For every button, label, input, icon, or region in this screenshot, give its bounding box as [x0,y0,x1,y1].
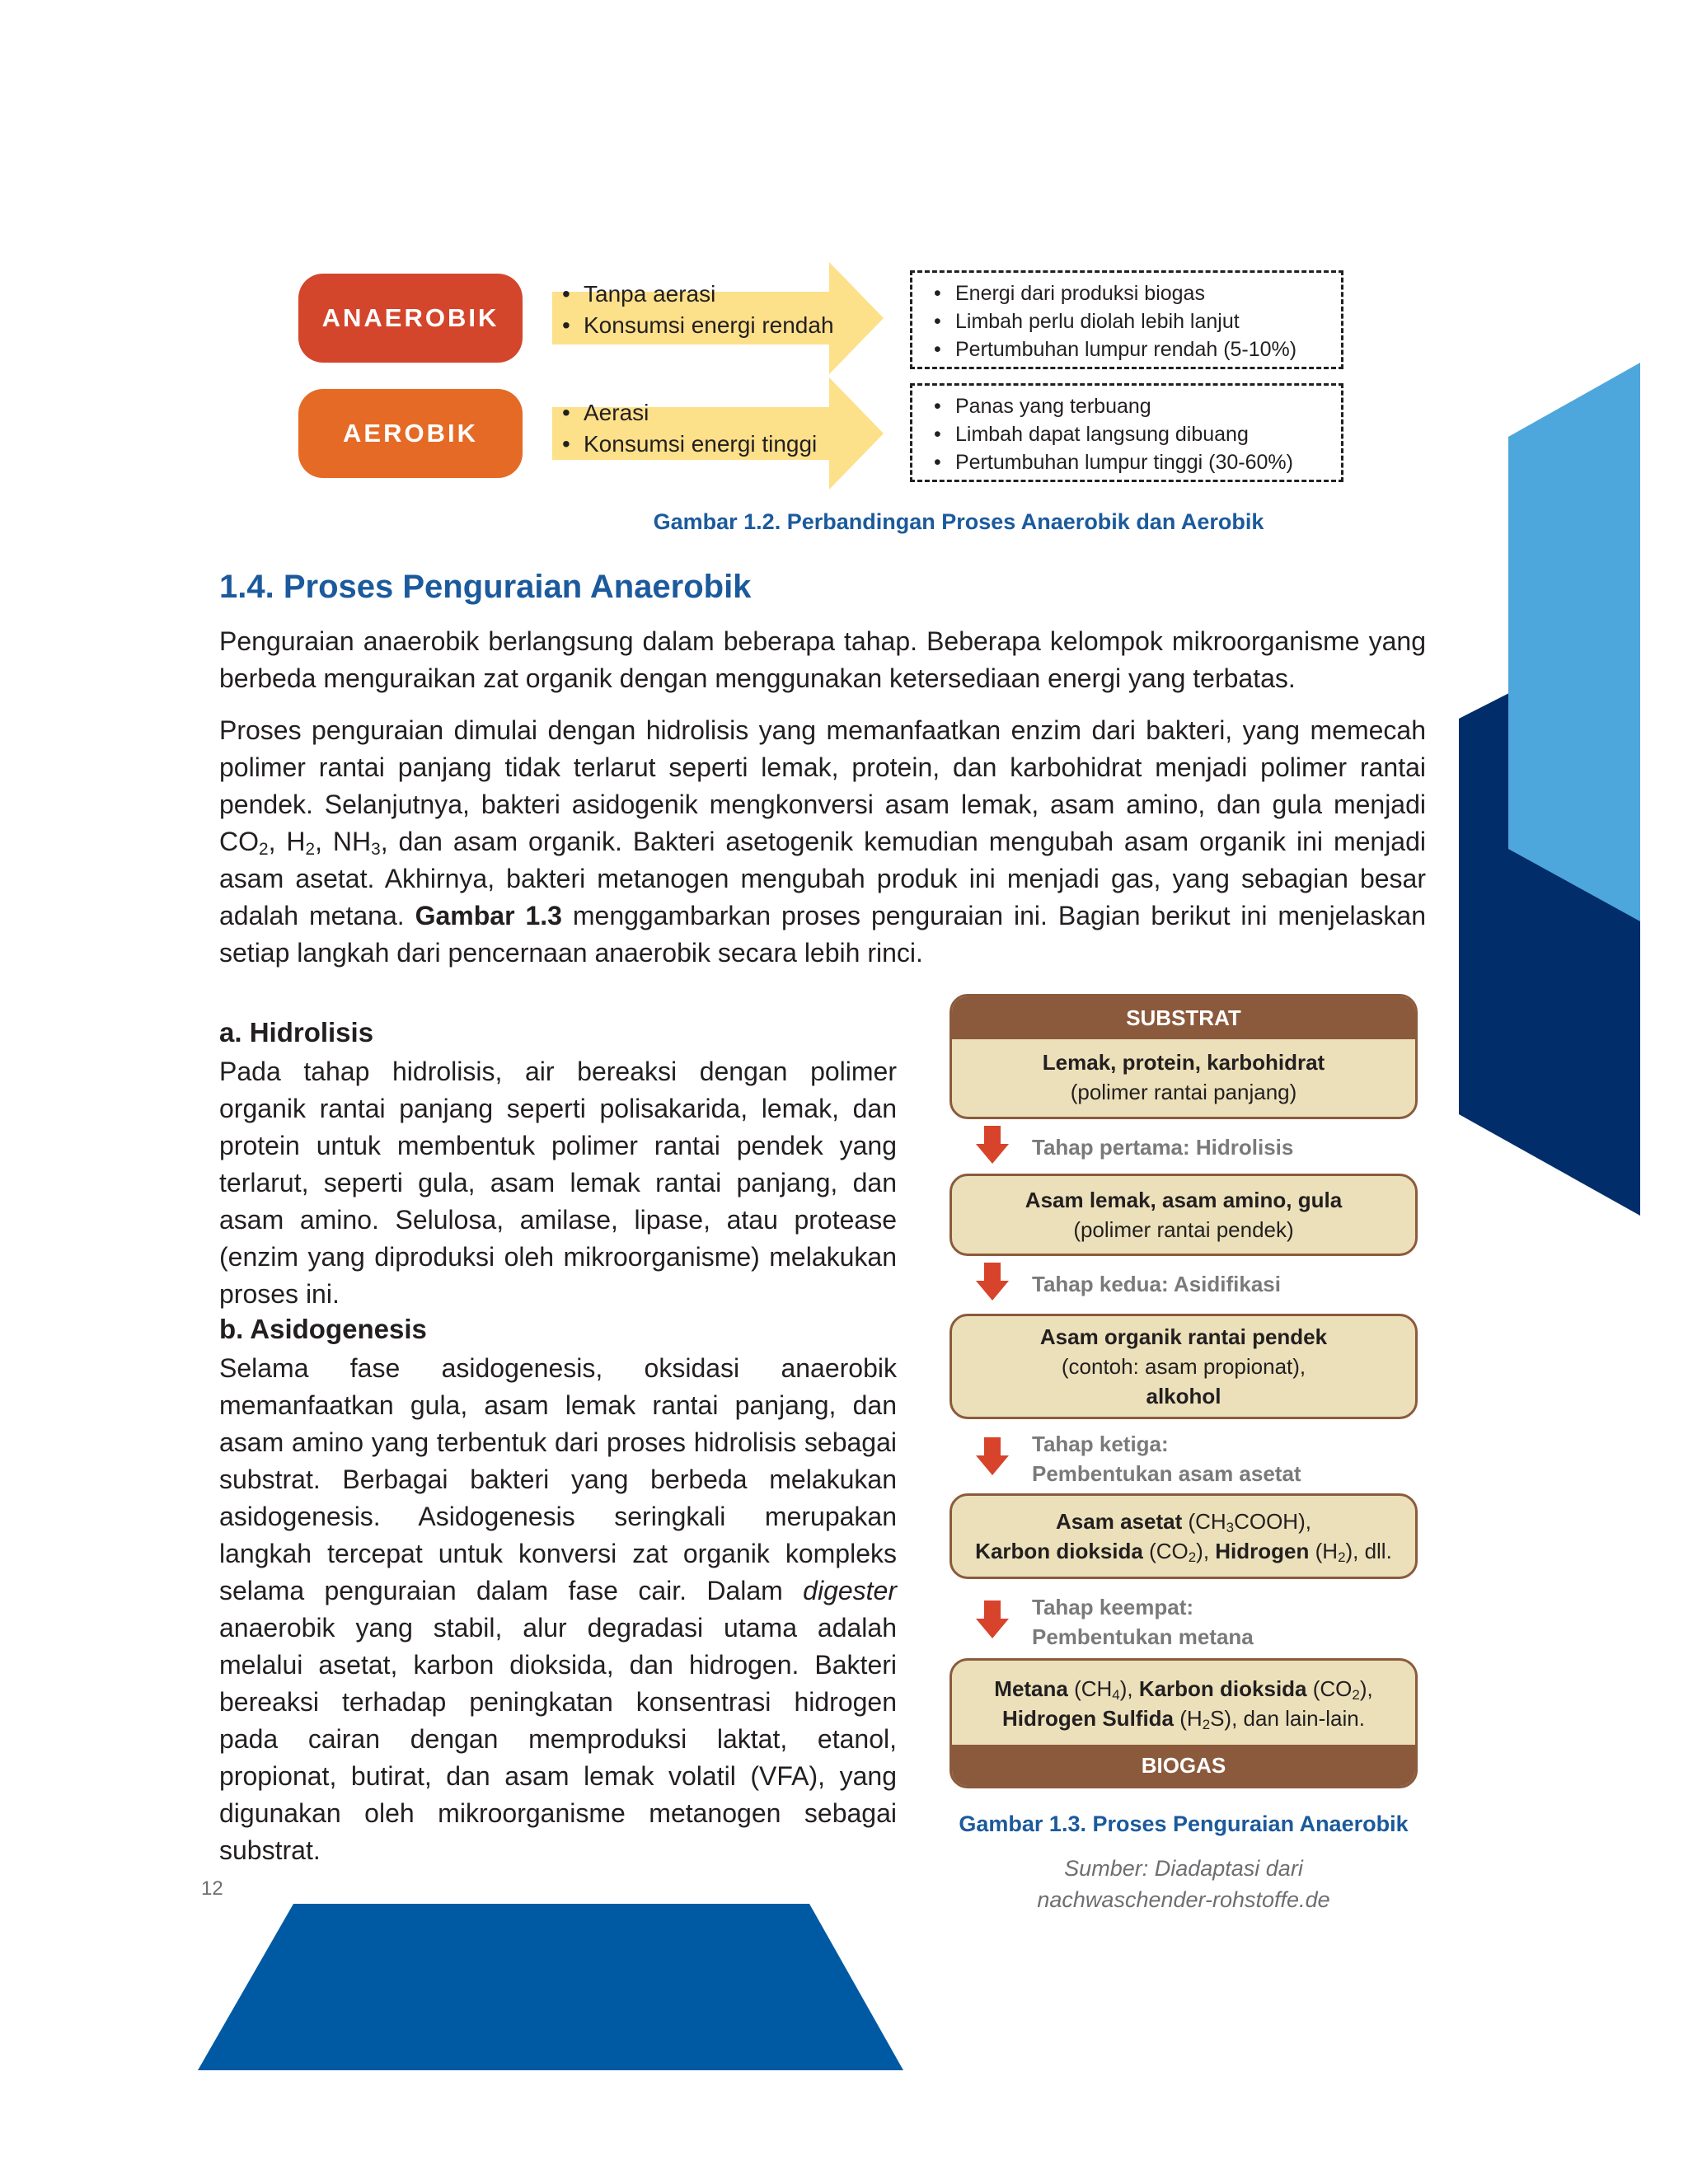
list-item: • Aerasi [584,397,817,429]
step-4-label [1032,1592,1254,1652]
deco-navy-shape [1459,626,1640,1216]
step-1-label: Tahap pertama: Hidrolisis [1032,1135,1294,1160]
process-paragraph [219,712,1426,972]
step-2-label: Tahap kedua: Asidifikasi [1032,1272,1281,1296]
subscript: 2 [1202,1717,1211,1733]
figure-1-3-caption: Gambar 1.3. Proses Penguraian Anaerobik [959,1811,1409,1836]
subscript: 2 [1338,1549,1346,1566]
aerobik-label: AEROBIK [298,389,523,478]
italic-term: digester [803,1576,897,1605]
list-item: • Tanpa aerasi [584,279,834,310]
box-text: (polimer rantai pendek) [1073,1217,1294,1242]
subscript: 2 [1352,1687,1360,1704]
hidrolisis-heading: a. Hidrolisis [219,1017,374,1047]
asidogenesis-paragraph [219,1350,897,1869]
source-line: nachwaschender-rohstoffe.de [1037,1887,1330,1912]
step-label-line: Pembentukan asam asetat [1032,1461,1301,1486]
step-label-line: Tahap keempat: [1032,1595,1194,1619]
box-bold-text: Asam asetat [1056,1509,1183,1534]
box-bold-text: Hidrogen Sulfida [1002,1706,1175,1731]
section-title: 1.4. Proses Penguraian Anaerobik [219,569,752,605]
page-number: 12 [201,1877,223,1900]
down-arrow-icon [976,1437,1009,1475]
subscript: 2 [259,840,269,860]
deco-lightblue-shape [1508,363,1640,921]
step-label-line: Tahap ketiga: [1032,1432,1169,1456]
anaerobik-arrow-list [552,279,834,341]
subscript: 4 [1112,1687,1120,1704]
step-3-label [1032,1429,1301,1488]
text-span: Selama fase asidogenesis, oksidasi anaerobik memanfaatkan gula, asam lemak rantai panjang, dan asam amino yang terbentuk dari proses hidrolisis sebagai substrat. Berbagai bakteri yang berbeda melakukan asidogenesis. Asidogenesis seringkali merupakan langkah tercepat untuk konversi zat organik kompleks selama penguraian dalam fase cair. Dalam [219,1353,897,1605]
down-arrow-icon [976,1263,1009,1301]
subscript: 3 [1226,1520,1235,1536]
subscript: 2 [305,840,316,860]
box-bold-text: Karbon dioksida [1138,1676,1307,1701]
aerobik-results-box [910,383,1343,482]
box-bold-text: Lemak, protein, karbohidrat [1042,1050,1325,1075]
figure-1-2-caption: Gambar 1.2. Perbandingan Proses Anaerobik dan Aerobik [653,509,1264,534]
deco-bottom-trapezoid [198,1904,903,2070]
biogas-footer: BIOGAS [952,1745,1415,1786]
subscript: 3 [371,840,381,860]
short-chain-box [950,1174,1418,1256]
text-span: (CH [1182,1509,1226,1534]
list-item: • Limbah perlu diolah lebih lanjut [955,307,1341,335]
list-item: • Pertumbuhan lumpur rendah (5-10%) [955,335,1341,363]
box-bold-text: Metana [994,1676,1068,1701]
hidrolisis-paragraph: Pada tahap hidrolisis, air bereaksi dengan polimer organik rantai panjang seperti polisakarida, lemak, dan protein untuk membentuk polimer rantai pendek yang terlarut, seperti gula, asam lemak rantai panjang, dan asam amino. Selulosa, amilase, lipase, atau protease (enzim yang diproduksi oleh mikroorganisme) melakukan proses ini. [219,1057,897,1309]
figure-source [950,1853,1418,1915]
down-arrow-icon [976,1126,1009,1164]
figure-reference: Gambar 1.3 [415,901,562,930]
text-span: ), dll. [1345,1539,1392,1563]
subscript: 2 [1188,1549,1197,1566]
step-label-line: Pembentukan metana [1032,1624,1254,1649]
list-item: • Panas yang terbuang [955,392,1341,420]
text-span: (H [1309,1539,1339,1563]
anaerobik-arrow [552,262,890,374]
list-item: • Pertumbuhan lumpur tinggi (30-60%) [955,448,1341,476]
text-span: , H [268,827,306,856]
source-line: Sumber: Diadaptasi dari [1064,1856,1303,1881]
aerobik-arrow [552,377,890,490]
text-span: , dan asam organik. Bakteri asetogenik kemudian mengubah asam organik ini menjadi asam asetat. Akhirnya, bakteri metanogen mengubah produk ini menjadi gas, yang sebagian besar adalah metana. [219,827,1427,930]
text-span: (CH [1067,1676,1113,1701]
box-bold-text: Asam organik rantai pendek [1039,1324,1328,1349]
biogas-content [952,1661,1415,1745]
text-span: anaerobik yang stabil, alur degradasi utama adalah melalui asetat, karbon dioksida, dan hidrogen. Bakteri bereaksi terhadap peningkatan konsentrasi hidrogen pada cairan dengan memproduksi laktat, etanol, propionat, butirat, dan asam lemak volatil (VFA), yang digunakan oleh mikroorganisme metanogen sebagai substrat. [219,1613,897,1865]
text-span: ), [1359,1676,1373,1701]
text-span: ), [1196,1539,1216,1563]
box-bold-text: Asam lemak, asam amino, gula [1025,1188,1343,1212]
organic-acid-box [950,1314,1418,1419]
text-span: S), dan lain-lain. [1210,1706,1365,1731]
asidogenesis-heading: b. Asidogenesis [219,1314,427,1344]
box-bold-text: Karbon dioksida [975,1539,1143,1563]
box-text: (contoh: asam propionat), [1061,1354,1306,1379]
list-item: • Limbah dapat langsung dibuang [955,420,1341,448]
text-span: , NH [315,827,372,856]
text-span: menggambarkan proses penguraian ini. Bagian berikut ini menjelaskan setiap langkah dari pencernaan anaerobik secara lebih rinci. [219,901,1427,968]
text-span: Proses penguraian dimulai dengan hidrolisis yang memanfaatkan enzim dari bakteri, yang memecah polimer rantai panjang tidak terlarut seperti lemak, protein, dan karbohidrat menjadi polimer rantai pendek. Selanjutnya, bakteri asidogenik mengkonversi asam lemak, asam amino, dan gula menjadi CO [219,715,1426,856]
text-span: COOH), [1234,1509,1311,1534]
substrat-box [950,994,1418,1119]
biogas-box [950,1658,1418,1788]
box-text: (polimer rantai panjang) [1070,1080,1297,1104]
text-span: (CO [1306,1676,1353,1701]
intro-paragraph: Penguraian anaerobik berlangsung dalam beberapa tahap. Beberapa kelompok mikroorganisme yang berbeda menguraikan zat organik dengan menggunakan ketersediaan energi yang terbatas. [219,626,1426,693]
list-item: • Energi dari produksi biogas [955,279,1341,307]
aerobik-arrow-list [552,397,817,460]
box-bold-text: Hidrogen [1215,1539,1310,1563]
anaerobik-results-box [910,270,1343,369]
anaerobik-label: ANAEROBIK [298,274,523,363]
down-arrow-icon [976,1601,1009,1638]
list-item: • Konsumsi energi tinggi [584,429,817,460]
text-span: (H [1174,1706,1203,1731]
substrat-content [952,1039,1415,1107]
acetic-acid-box [950,1493,1418,1579]
text-span: (CO [1142,1539,1189,1563]
text-span: ), [1119,1676,1139,1701]
substrat-header: SUBSTRAT [952,996,1415,1039]
list-item: • Konsumsi energi rendah [584,310,834,341]
box-bold-text: alkohol [1146,1384,1221,1408]
